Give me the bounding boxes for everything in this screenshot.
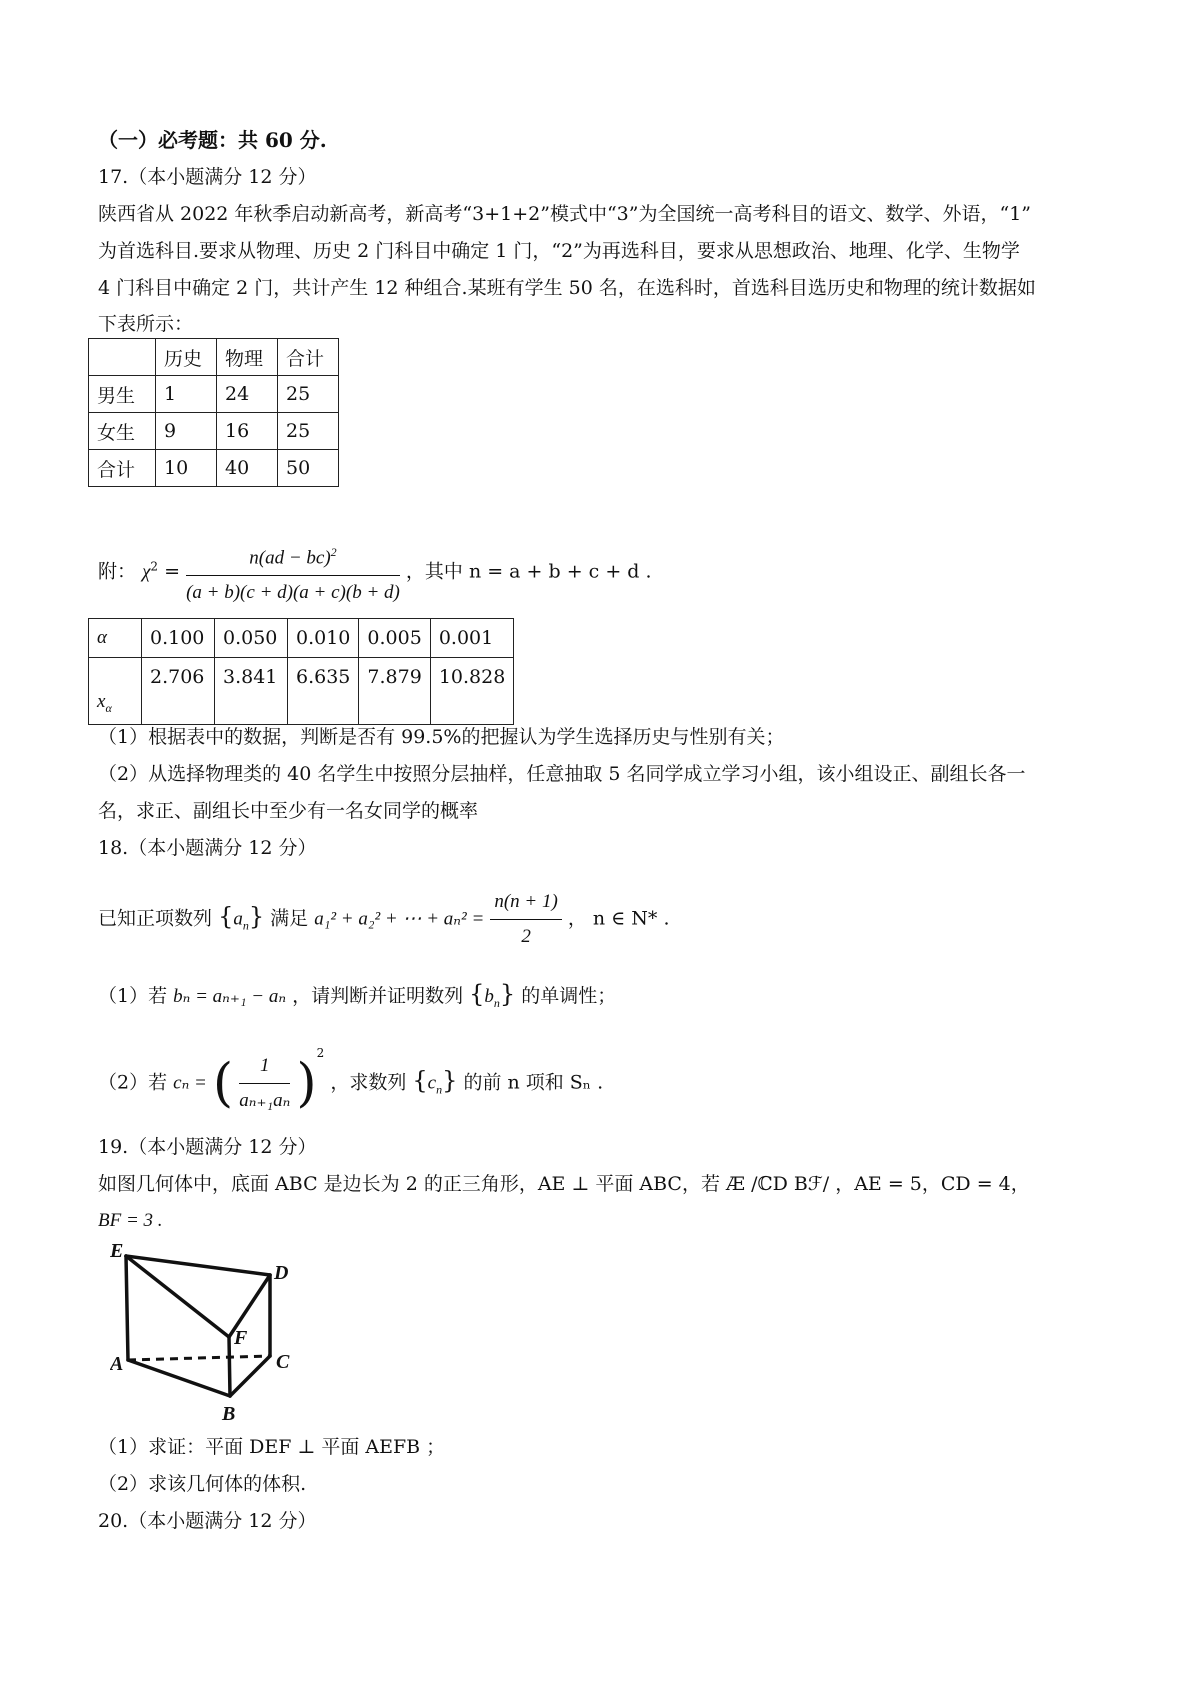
b-definition: bₙ = aₙ₊₁ − aₙ <box>173 986 287 1007</box>
table-cell: 6.635 <box>288 658 359 725</box>
c-numerator: 1 <box>239 1052 290 1084</box>
table-cell: 0.010 <box>288 619 359 658</box>
q17-header: 17.（本小题满分 12 分） <box>98 166 317 188</box>
table-cell: 2.706 <box>142 658 215 725</box>
table-cell: $x_\alpha$ <box>89 658 142 725</box>
polyhedron-figure <box>110 1240 310 1422</box>
q17-intro-line-1: 陕西省从 2022 年秋季启动新高考，新高考“3+1+2”模式中“3”为全国统一高考科目的语文、数学、外语，“1” <box>98 203 1031 225</box>
table-cell: 1 <box>156 376 217 413</box>
sequence-c: c <box>427 1072 437 1094</box>
table-cell: 10 <box>156 450 217 487</box>
table-cell: 历史 <box>156 339 217 376</box>
chi-square-formula <box>98 538 652 607</box>
q18-p1-suffix: 的单调性； <box>521 985 617 1007</box>
q17-intro-line-4: 下表所示： <box>98 313 194 335</box>
table-cell: α <box>89 619 142 658</box>
q17-intro-line-3: 4 门科目中确定 2 门，共计产生 12 种组合.某班有学生 50 名，在选科时，首选科目选历史和物理的统计数据如 <box>98 277 1036 299</box>
table-cell: 7.879 <box>359 658 430 725</box>
q18-p1-mid: ，请判断并证明数列 <box>292 985 464 1007</box>
table-cell: 40 <box>217 450 278 487</box>
q17-part-2-line-1: （2）从选择物理类的 40 名学生中按照分层抽样，任意抽取 5 名同学成立学习小组，该小组设正、副组长各一 <box>98 763 1026 785</box>
q18-p1-prefix: （1）若 <box>98 985 168 1007</box>
q18-part-2: （2）若 cₙ = ( $\frac{1}{\text{aₙ₊₁aₙ}}$ )$^2$ ，求数列 $\{c_n\}$ 的前 n 项和 Sₙ . <box>98 1046 604 1114</box>
edge-AB <box>128 1360 230 1396</box>
q17-part-1: （1）根据表中的数据，判断是否有 99.5%的把握认为学生选择历史与性别有关； <box>98 726 785 748</box>
label-B: B <box>222 1403 236 1422</box>
label-E: E <box>110 1240 124 1262</box>
q17-part-2-line-2: 名，求正、副组长中至少有一名女同学的概率 <box>98 800 479 822</box>
q18-p2-prefix: （2）若 <box>98 1071 168 1094</box>
table-cell: 0.050 <box>215 619 288 658</box>
section-title: （一）必考题：共 60 分. <box>98 128 327 152</box>
q19-part-1: （1）求证：平面 DEF ⊥ 平面 AEFB ； <box>98 1436 446 1458</box>
table-cell: 25 <box>278 376 339 413</box>
q19-stem-line-1: 如图几何体中，底面 ABC 是边长为 2 的正三角形，AE ⊥ 平面 ABC，若 Æ /ℂD Bℱ/ ，AE = 5，CD = 4， <box>98 1173 1030 1195</box>
table-row <box>89 413 339 450</box>
label-C: C <box>276 1351 290 1373</box>
chi-exponent: 2 <box>150 559 159 574</box>
sequence-a: a <box>233 908 243 930</box>
table-cell: 16 <box>217 413 278 450</box>
table-cell: 物理 <box>217 339 278 376</box>
table-cell <box>89 339 156 376</box>
q18-p2-suffix: 的前 n 项和 Sₙ . <box>463 1071 604 1094</box>
edge-FB <box>229 1337 230 1396</box>
label-F: F <box>234 1327 248 1349</box>
hidden-edge-AC <box>128 1356 270 1360</box>
q19-stem-line-2: BF = 3 . <box>98 1210 163 1231</box>
table-cell: 25 <box>278 413 339 450</box>
table-cell: 10.828 <box>430 658 513 725</box>
chi-denominator: (a + b)(c + d)(a + c)(b + d) <box>186 582 400 604</box>
gender-subject-table <box>88 338 339 487</box>
c-definition: cₙ = <box>173 1072 207 1094</box>
table-cell: 3.841 <box>215 658 288 725</box>
table-row <box>89 339 339 376</box>
q17-intro-line-2: 为首选科目.要求从物理、历史 2 门科目中确定 1 门，“2”为再选科目，要求从思想政治、地理、化学、生物学 <box>98 240 1020 262</box>
q19-header: 19.（本小题满分 12 分） <box>98 1136 317 1158</box>
table-cell: 男生 <box>89 376 156 413</box>
q20-header: 20.（本小题满分 12 分） <box>98 1510 317 1532</box>
q18-part-1: （1）若 bₙ = aₙ₊₁ − aₙ ，请判断并证明数列 $\{b_n\}$ 的单调性； <box>98 980 617 1010</box>
table-cell: 女生 <box>89 413 156 450</box>
table-cell: 50 <box>278 450 339 487</box>
q19-part-2: （2）求该几何体的体积. <box>98 1473 307 1495</box>
equals-sign: = <box>164 560 187 583</box>
q18-stem-suffix: ， n ∈ N* . <box>567 907 670 930</box>
table-row <box>89 450 339 487</box>
table-row <box>89 619 514 658</box>
table-cell: 0.100 <box>142 619 215 658</box>
q18-stem-prefix: 已知正项数列 <box>98 907 213 930</box>
q18-p2-mid: ，求数列 <box>330 1071 407 1094</box>
rhs-fraction <box>490 888 561 951</box>
chi-fraction <box>186 538 400 607</box>
table-cell: 0.005 <box>359 619 430 658</box>
sum-expression: a₁² + a₂² + ⋯ + aₙ² = <box>314 908 485 930</box>
q18-stem: 已知正项数列 $\{a_n\}$ 满足 a₁² + a₂² + ⋯ + aₙ² = $\frac{n(n + 1)}{2}$ ， n ∈ N* . <box>98 888 669 951</box>
sequence-b: b <box>484 986 494 1007</box>
table-cell: 合计 <box>278 339 339 376</box>
edge-EA <box>126 1256 128 1360</box>
appendix-label: 附： <box>98 560 137 583</box>
table-row <box>89 376 339 413</box>
chi-numerator: n(ad − bc)$^2$ <box>186 538 400 576</box>
table-cell: 9 <box>156 413 217 450</box>
chi-symbol: χ <box>142 561 151 583</box>
formula-tail: ，其中 n = a + b + c + d . <box>405 560 652 583</box>
c-fraction <box>239 1052 290 1115</box>
critical-value-table <box>88 618 514 725</box>
c-denominator: aₙ₊₁aₙ <box>239 1090 291 1111</box>
table-cell: 合计 <box>89 450 156 487</box>
table-cell: 0.001 <box>430 619 513 658</box>
q18-stem-mid: 满足 <box>270 907 309 930</box>
q18-header: 18.（本小题满分 12 分） <box>98 837 317 859</box>
label-A: A <box>110 1353 124 1375</box>
label-D: D <box>274 1262 289 1284</box>
table-cell: 24 <box>217 376 278 413</box>
rhs-numerator: n(n + 1) <box>490 888 561 920</box>
rhs-denominator: 2 <box>521 926 531 947</box>
edge-CB <box>230 1356 270 1396</box>
table-row <box>89 658 514 725</box>
